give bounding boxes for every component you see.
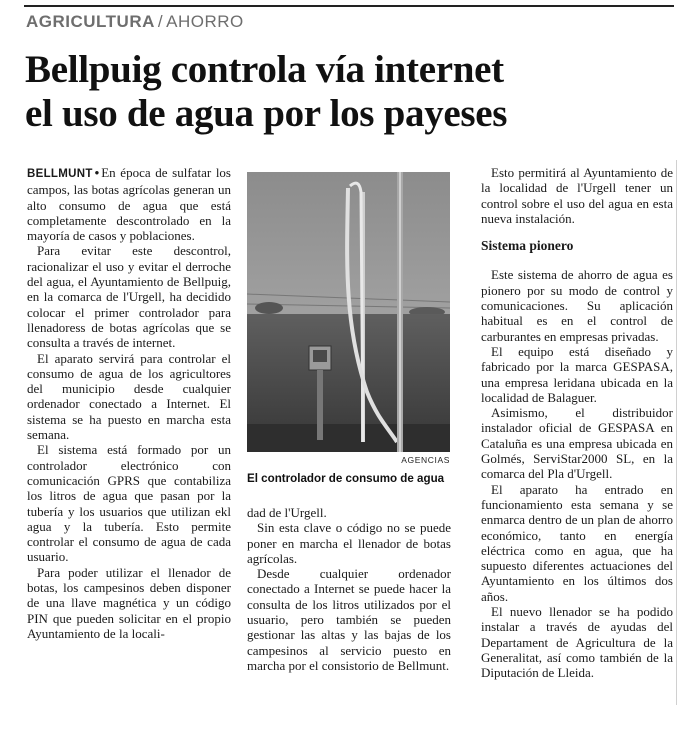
paragraph: Sin esta clave o código no se puede poner en marcha el llenador de botas agrícolas.	[247, 520, 451, 566]
photo-caption: El controlador de consumo de agua	[247, 472, 445, 485]
article-photo	[247, 172, 450, 452]
section-name: AGRICULTURA	[26, 12, 155, 31]
paragraph: El nuevo llenador se ha podido instalar a través de ayudas del Departament de Agricultura de la Generalitat, así como también de la Diputación de Lleida.	[481, 604, 673, 681]
article-column-3	[481, 165, 673, 681]
paragraph: Asimismo, el distribuidor instalador oficial de GESPASA en Cataluña es una empresa ubicada en Golmés, ServiStar2000 SL, en la comarca del Pla d'Urgell.	[481, 405, 673, 482]
paragraph: dad de l'Urgell.	[247, 505, 327, 520]
section-separator: /	[157, 12, 164, 31]
paragraph: Esto permitirá al Ayuntamiento de la localidad de l'Urgell tener un control sobre el uso del agua en esta nueva instalación.	[481, 165, 673, 226]
article-column-1	[27, 165, 231, 641]
paragraph: El aparato ha entrado en funcionamiento esta semana y se enmarca dentro de un plan de ahorro económico, tanto en energía eléctrica como en agua, que ha supuesto diferentes actuaciones del Ayuntamiento en los últimos dos años.	[481, 481, 673, 604]
section-subname: AHORRO	[166, 12, 244, 31]
paragraph: El aparato servirá para controlar el consumo de agua de los agricultores del municipio desde cualquier ordenador conectado a Internet. El sistema se ha puesto en marcha esta semana.	[27, 350, 231, 443]
subheading: Sistema pionero	[481, 238, 574, 254]
article-column-2	[247, 505, 451, 673]
headline	[25, 48, 675, 136]
headline-line-1: Bellpuig controla vía internet	[25, 48, 504, 91]
top-rule	[24, 5, 674, 7]
paragraph: Este sistema de ahorro de agua es pionero por su modo de control y comunicaciones. Su aplicación habitual es en el control de carburantes en empresas privadas.	[481, 267, 673, 344]
paragraph: El sistema está formado por un controlador electrónico con comunicación GPRS que contabiliza los litros de agua que pasan por la tubería y los usuarios que utilizan ekl agua y la tubería. Esto permite controlar el consumo de agua de cada usuario.	[27, 442, 231, 565]
headline-line-2: el uso de agua por los payeses	[25, 92, 508, 135]
dateline-bullet-icon: •	[94, 165, 100, 180]
section-header	[26, 9, 244, 35]
dateline: BELLMUNT	[27, 168, 93, 180]
page-edge-rule	[676, 160, 677, 705]
paragraph: Desde cualquier ordenador conectado a Internet se puede hacer la consulta de los litros utilizados por el usuario, pero también se pueden gestionar las altas y las bajas de los campesinos al servicio puesto en marcha por el consistorio de Bellmunt.	[247, 566, 451, 673]
paragraph: El equipo está diseñado y fabricado por la marca GESPASA, una empresa leridana ubicada en la localidad de Balaguer.	[481, 343, 673, 405]
water-controller-photo	[247, 172, 450, 452]
photo-credit: AGENCIAS	[401, 455, 450, 465]
paragraph: Para evitar este descontrol, racionalizar el uso y evitar el derroche del agua, el Ayuntamiento de Bellpuig, en la comarca de l'Urgell, ha decidido colocar el primer controlador para llenadoress de botas agrícolas que se consulta a través de internet.	[27, 243, 231, 351]
paragraph: Para poder utilizar el llenador de botas, los campesinos deben disponer de una llave magnética y un código PIN que pueden solicitar en el propio Ayuntamiento de la locali-	[27, 564, 231, 641]
paragraph-text: En época de sulfatar los campos, las botas agrícolas generan un alto consumo de agua que está completamente descontrolado en la mayoría de casos y poblaciones.	[27, 165, 231, 244]
lead-paragraph	[27, 165, 231, 243]
